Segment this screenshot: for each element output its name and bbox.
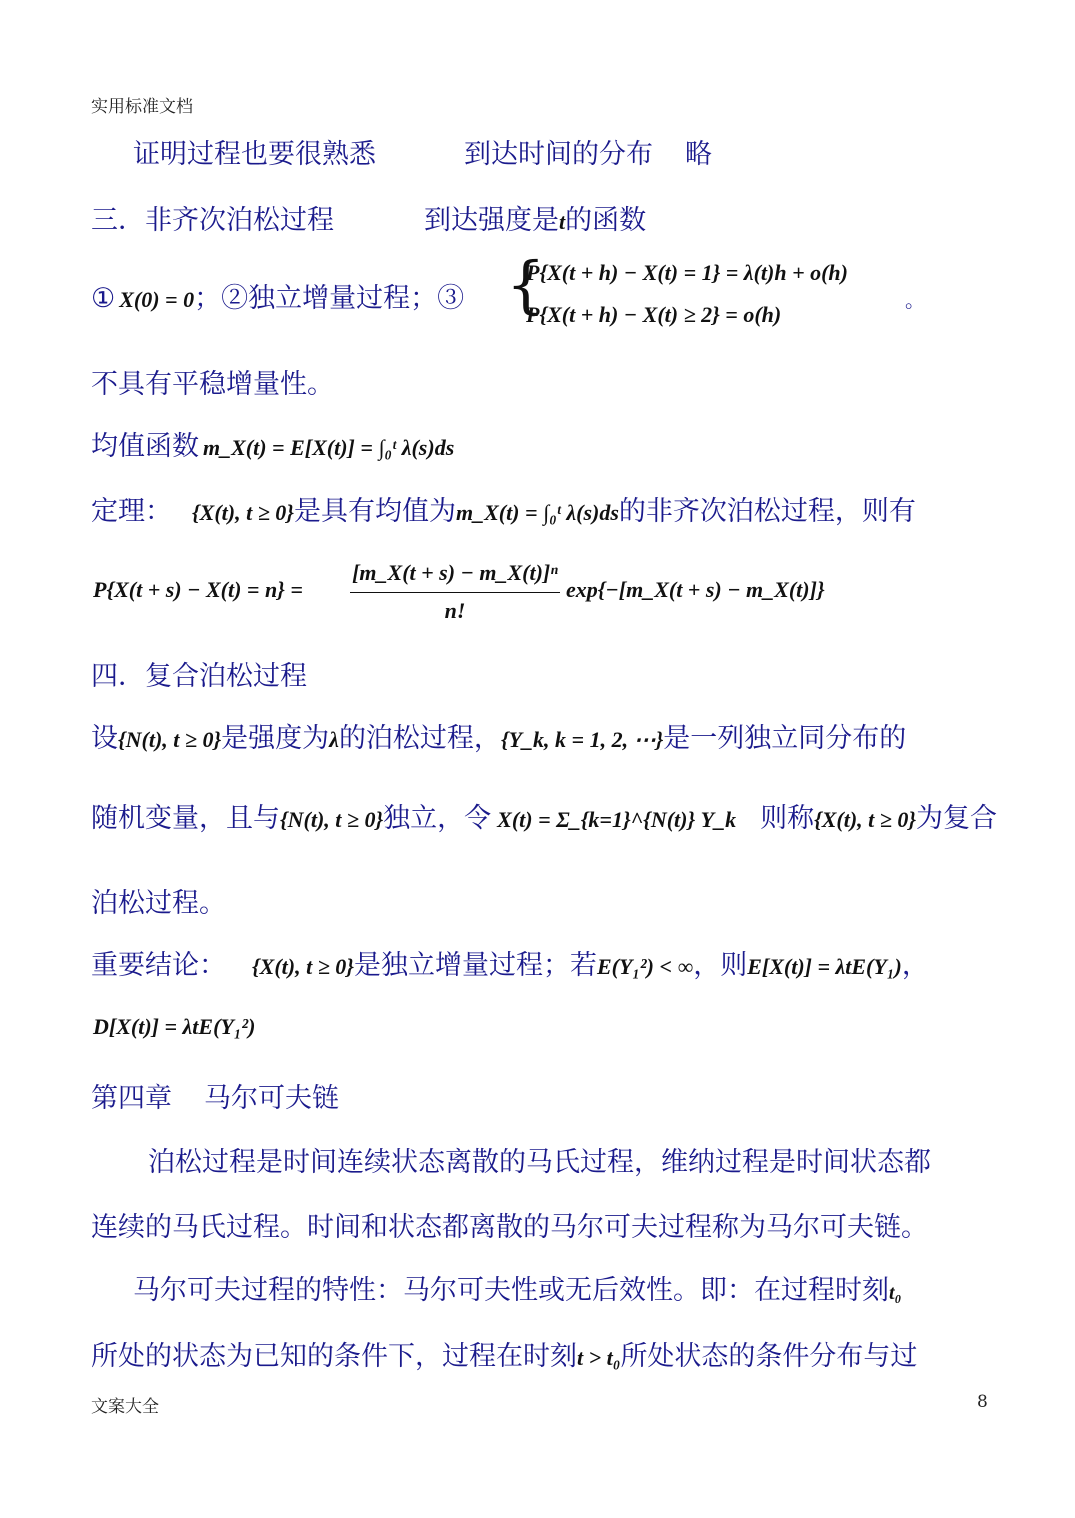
text-let: 设 (91, 723, 118, 754)
text-with-mean: 是具有均值为 (293, 496, 456, 527)
text-important-result: 重要结论： (91, 950, 226, 981)
math-fraction-numerator: [m_X(t + s) − m_X(t)]ⁿ (352, 560, 558, 585)
math-process-set: {X(t), t ≥ 0} (192, 500, 294, 525)
chapter-number: 第四章 (91, 1083, 172, 1114)
page-footer: 文案大全 (91, 1397, 159, 1417)
heading-nonhomogeneous-poisson: 三．非齐次泊松过程 (91, 205, 334, 236)
circle-one: ① (91, 283, 116, 314)
text-markov-property: 马尔可夫过程的特性：马尔可夫性或无后效性。即：在过程时刻 (133, 1275, 889, 1306)
text-poisson-process-end: 泊松过程。 (91, 888, 226, 919)
text-called: 则称 (760, 803, 815, 834)
math-initial-condition: X(0) = 0 (119, 287, 195, 312)
text-proof-note: 证明过程也要很熟悉 (133, 139, 376, 170)
math-expectation: E[X(t)] = λtE(Y₁) (747, 954, 902, 979)
math-lambda: λ (329, 727, 339, 752)
fraction-bar (350, 592, 560, 593)
chapter-heading (91, 1076, 339, 1115)
text-arrival-distribution: 到达时间的分布 (464, 139, 653, 170)
text-line-important-result (91, 943, 929, 982)
math-case-row-1: P{X(t + h) − X(t) = 1} = λ(t)h + o(h) (526, 260, 848, 285)
text-line-mean-function (91, 424, 454, 463)
text-independent-increments: ；②独立增量过程；③ (194, 283, 465, 314)
math-case-row-2: P{X(t + h) − X(t) ≥ 2} = o(h) (526, 302, 782, 327)
text-line-conditions (91, 276, 464, 315)
text-iid: 是一列独立同分布的 (663, 723, 907, 754)
math-t: t (559, 209, 566, 234)
text-random-variables: 随机变量，且与 (91, 803, 280, 834)
text-compound: 为复合 (916, 803, 998, 834)
text-function-of: 的函数 (565, 205, 647, 236)
math-probability-rhs: exp{−[m_X(t + s) − m_X(t)]} (566, 577, 825, 602)
text-omitted: 略 (685, 139, 712, 170)
math-counting-process: {N(t), t ≥ 0} (118, 727, 222, 752)
text-theorem: 定理： (91, 496, 172, 527)
math-mean-integral: m_X(t) = ∫₀ᵗ λ(s)ds (455, 500, 619, 525)
text-line-1 (133, 132, 712, 171)
page-header: 实用标准文档 (91, 97, 193, 117)
math-variance: D[X(t)] = λtE(Y₁²) (93, 1014, 256, 1039)
text-poisson-process: 的泊松过程， (338, 723, 501, 754)
math-t-greater-t0: t > t₀ (577, 1345, 621, 1370)
text-independent-increment-if: 是独立增量过程；若 (353, 950, 597, 981)
text-independent-let: 独立，令 (383, 803, 492, 834)
page-number: 8 (977, 1392, 988, 1412)
math-fraction-denominator: n! (444, 598, 466, 623)
math-process-set-2: {X(t), t ≥ 0} (252, 954, 354, 979)
paragraph-line-2: 连续的马氏过程。时间和状态都离散的马尔可夫过程称为马尔可夫链。 (91, 1212, 928, 1243)
paragraph-line-4 (91, 1334, 917, 1373)
text-line-compound-sum (91, 796, 997, 835)
text-no-stationary-increments: 不具有平稳增量性。 (91, 369, 334, 400)
math-t0: t₀ (889, 1282, 902, 1304)
paragraph-line-1: 泊松过程是时间连续状态离散的马氏过程，维纳过程是时间状态都 (148, 1147, 931, 1178)
section-heading-3 (91, 198, 646, 237)
text-line-compound-def (91, 716, 906, 755)
math-mean-function: m_X(t) = E[X(t)] = ∫₀ᵗ λ(s)ds (203, 435, 455, 460)
math-counting-process-2: {N(t), t ≥ 0} (280, 807, 384, 832)
math-iid-sequence: {Y_k, k = 1, 2, ⋯} (500, 727, 664, 752)
text-known-state: 所处的状态为已知的条件下，过程在时刻 (91, 1341, 577, 1372)
text-then-2: ，则 (693, 950, 748, 981)
text-mean-function: 均值函数 (91, 431, 199, 462)
text-arrival-intensity: 到达强度是 (424, 205, 559, 236)
left-brace: { (506, 248, 546, 321)
math-finite-second-moment: E(Y₁²) < ∞ (596, 954, 694, 979)
text-intensity: 是强度为 (221, 723, 330, 754)
math-compound-process: {X(t), t ≥ 0} (814, 807, 917, 832)
text-period: 。 (905, 288, 925, 312)
chapter-title: 马尔可夫链 (204, 1083, 339, 1114)
text-then: 的非齐次泊松过程，则有 (618, 496, 916, 527)
text-comma: ， (901, 950, 929, 981)
math-probability-lhs: P{X(t + s) − X(t) = n} = (93, 577, 303, 602)
text-conditional-distribution: 所处状态的条件分布与过 (620, 1341, 918, 1372)
paragraph-line-3 (133, 1268, 902, 1307)
section-heading-4: 四．复合泊松过程 (91, 661, 307, 692)
text-line-theorem (91, 489, 916, 528)
math-compound-sum: X(t) = Σ_{k=1}^{N(t)} Y_k (497, 807, 737, 832)
